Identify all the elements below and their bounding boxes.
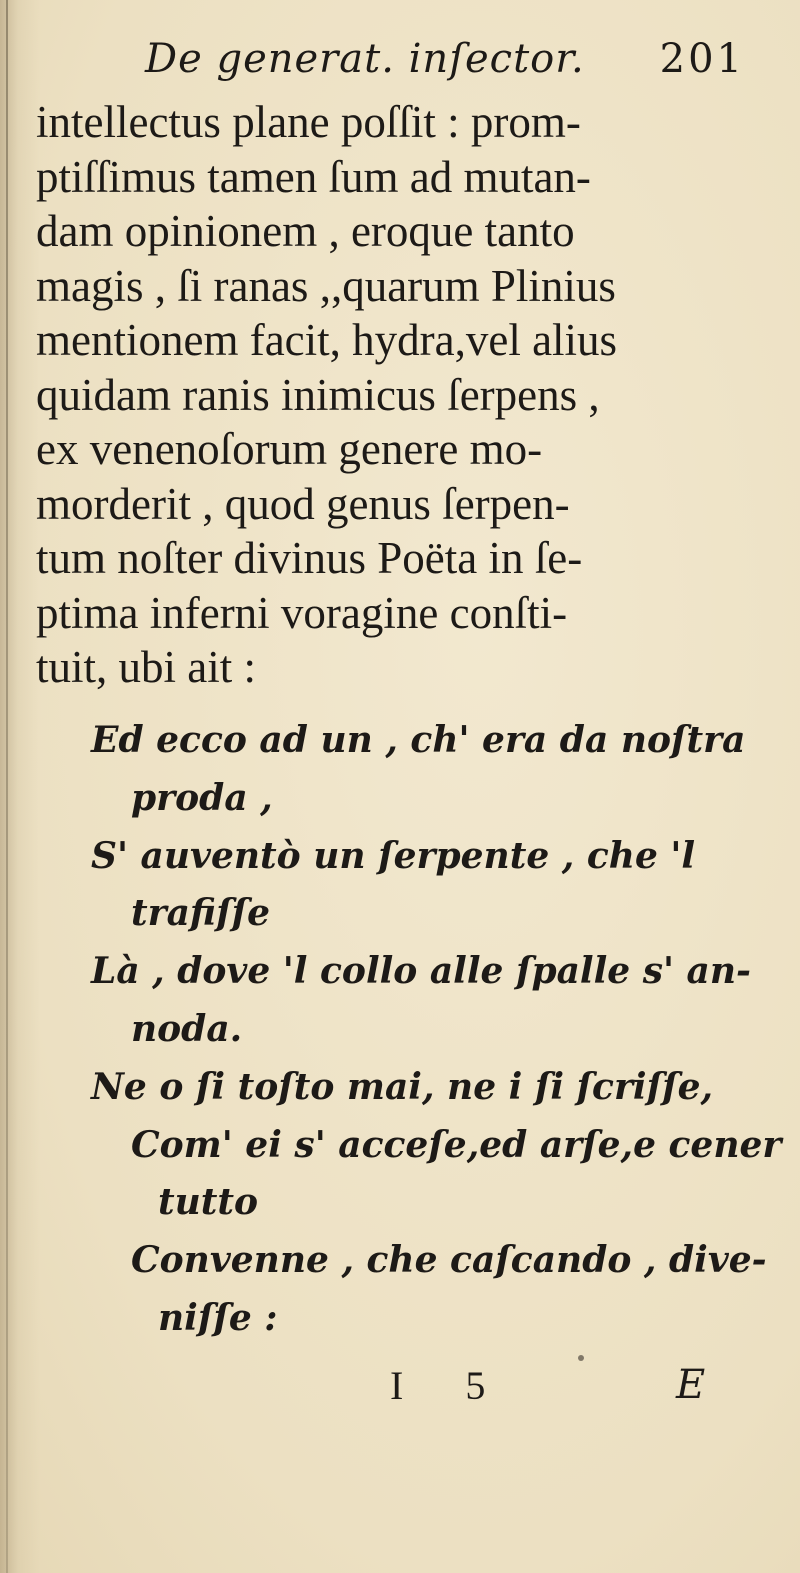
verse-line: niſſe : [158,1296,278,1339]
prose-paragraph [36,95,736,695]
text-line: morderit , quod genus ſerpen- [36,478,570,529]
page-number: 201 [659,36,745,82]
verse-line: trafiſſe [131,892,270,935]
verse-line: Com' ei s' acceſe,ed arſe,e cener [131,1123,782,1166]
text-line: ptiſſimus tamen ſum ad mutan- [36,151,591,202]
verse-line: noda. [131,1007,243,1050]
running-title: De generat. inſector. [145,36,585,82]
text-line: ptima inferni voragine conſti- [36,587,568,638]
text-line: quidam ranis inimicus ſerpens , [36,369,600,420]
page-header [145,36,745,96]
text-line: mentionem facit, hydra,vel alius [36,315,618,365]
verse-line: Ne o ſi toſto mai, ne i ſi ſcriſſe, [91,1065,714,1108]
text-line: magis , ſi ranas ,,quarum Plinius [36,260,616,311]
verse-line: proda , [131,776,273,819]
binding-gutter [6,0,8,1573]
text-line: tum noſter divinus Poëta in ſe- [36,533,583,583]
ink-speck [578,1355,584,1361]
verse-line: Là , dove 'l collo alle ſpalle s' an- [91,950,751,993]
verse-line: tutto [158,1181,259,1224]
text-line: dam opinionem , eroque tanto [36,206,575,256]
text-line: tuit, ubi ait : [36,642,256,692]
verse-quotation [36,712,782,1348]
text-line: ex venenoſorum genere mo- [36,424,543,474]
text-line: intellectus plane poſſit : prom- [36,97,581,147]
signature-mark: I 5 [390,1363,512,1408]
catchword: E [676,1362,706,1408]
verse-line: Convenne , che caſcando , dive- [131,1239,767,1282]
verse-line: Ed ecco ad un , ch' era da noſtra [91,719,746,761]
page-footer [0,1362,800,1422]
verse-line: S' auventò un ſerpente , che 'l [91,834,696,877]
